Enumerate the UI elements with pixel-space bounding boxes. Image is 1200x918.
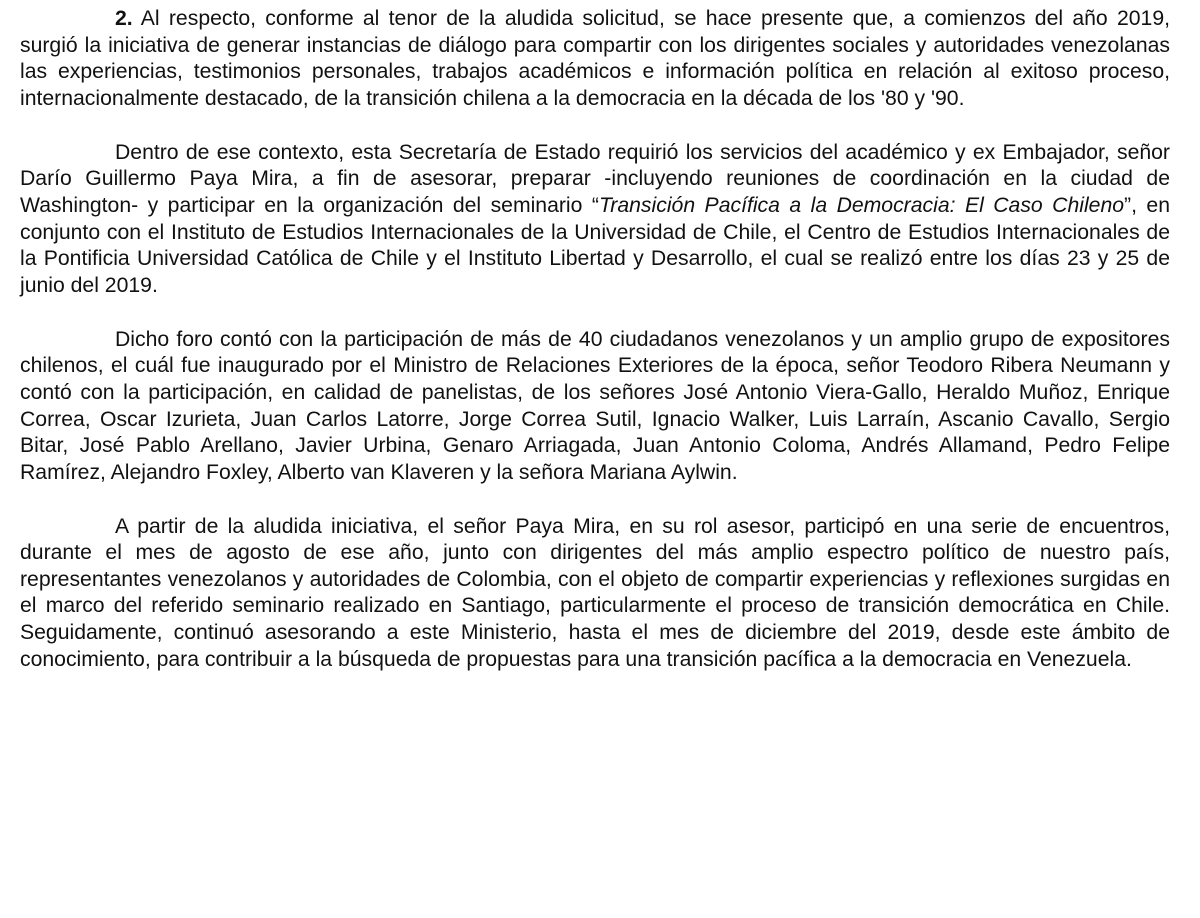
paragraph-text: Dicho foro contó con la participación de más de 40 ciudadanos venezolanos y un amplio grupo de expositores chilenos, el cuál fue inaugurado por el Ministro de Relaciones Exteriores de la época, señor Teodoro Ribera Neumann y contó con la participación, en calidad de panelistas, de los señores José Antonio Viera-Gallo, Heraldo Muñoz, Enrique Correa, Oscar Izurieta, Juan Carlos Latorre, Jorge Correa Sutil, Ignacio Walker, Luis Larraín, Ascanio Cavallo, Sergio Bitar, José Pablo Arellano, Javier Urbina, Genaro Arriagada, Juan Antonio Coloma, Andrés Allamand, Pedro Felipe Ramírez, Alejandro Foxley, Alberto van Klaveren y la señora Mariana Aylwin. — [20, 327, 1170, 484]
document-page — [20, 0, 1170, 918]
paragraph-text-before-title: Dentro de ese contexto, esta Secretaría de Estado requirió los servicios del académico y ex Embajador, señor Darío Guillermo Paya Mira, a fin de asesorar, preparar -incluyendo reuniones de coordinación en la ciudad de Washington- y participar en la organización del seminario “ — [20, 140, 1170, 217]
paragraph-seminar — [20, 140, 1170, 300]
seminar-title: Transición Pacífica a la Democracia: El Caso Chileno — [598, 193, 1125, 217]
paragraph-advisory-role — [20, 514, 1170, 674]
paragraph-text-after-title: ”, en conjunto con el Instituto de Estudios Internacionales de la Universidad de Chile, el Centro de Estudios Internacionales de la Pontificia Universidad Católica de Chile y el Instituto Libertad y Desarrollo, el cual se realizó entre los días 23 y 25 de junio del 2019. — [20, 193, 1170, 297]
paragraph-text: A partir de la aludida iniciativa, el señor Paya Mira, en su rol asesor, participó en una serie de encuentros, durante el mes de agosto de ese año, junto con dirigentes del más amplio espectro político de nuestro país, representantes venezolanos y autoridades de Colombia, con el objeto de compartir experiencias y reflexiones surgidas en el marco del referido seminario realizado en Santiago, particularmente el proceso de transición democrática en Chile. Seguidamente, continuó asesorando a este Ministerio, hasta el mes de diciembre del 2019, desde este ámbito de conocimiento, para contribuir a la búsqueda de propuestas para una transición pacífica a la democracia en Venezuela. — [20, 514, 1170, 671]
paragraph-point-2 — [20, 6, 1170, 112]
paragraph-number: 2. — [115, 7, 133, 30]
paragraph-text: Al respecto, conforme al tenor de la aludida solicitud, se hace presente que, a comienzos del año 2019, surgió la iniciativa de generar instancias de diálogo para compartir con los dirigentes sociales y autoridades venezolanas las experiencias, testimonios personales, trabajos académicos e información política en relación al exitoso proceso, internacionalmente destacado, de la transición chilena a la democracia en la década de los '80 y '90. — [20, 7, 1170, 110]
paragraph-forum-participants — [20, 327, 1170, 487]
